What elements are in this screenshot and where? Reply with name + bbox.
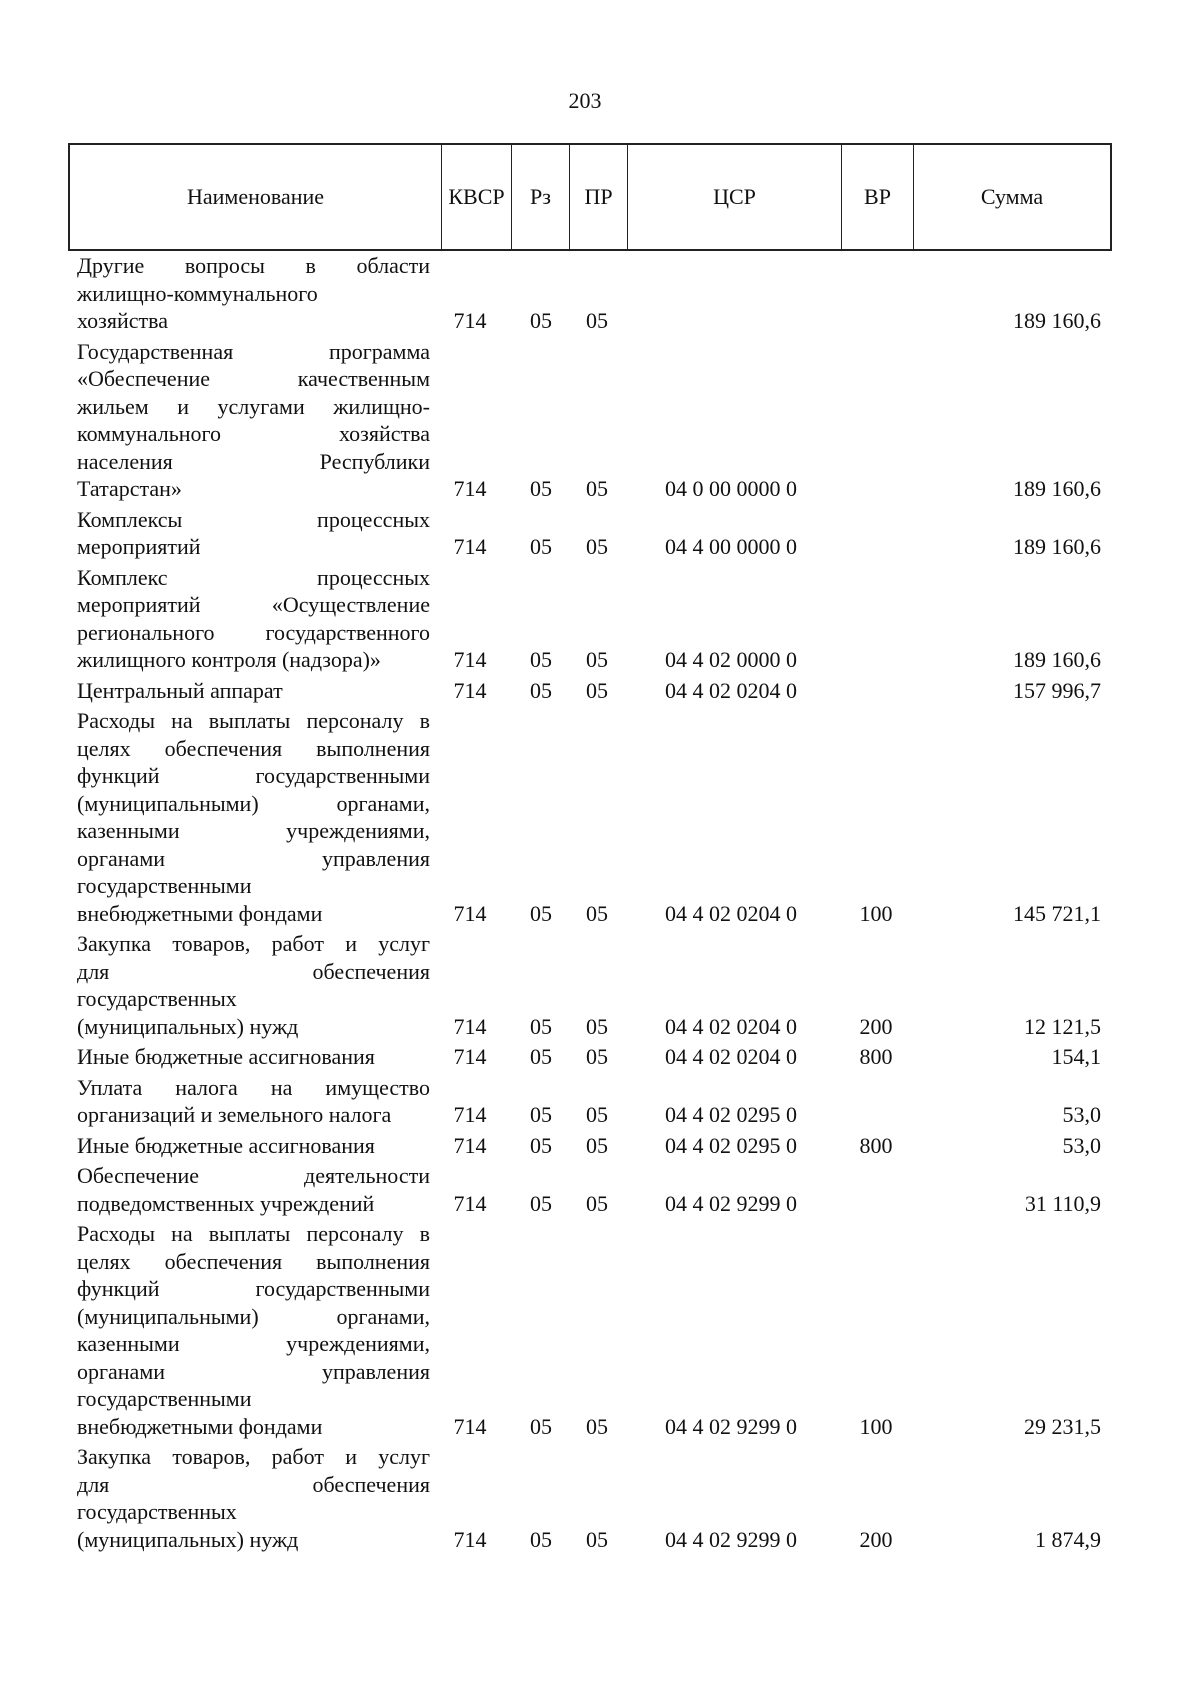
- row-name-line: Уплата налога на имущество: [77, 1074, 430, 1100]
- cell-vr: [842, 475, 910, 503]
- cell-rz: 05: [530, 308, 552, 333]
- cell-rz: 05: [530, 534, 552, 559]
- row-name: [77, 338, 430, 503]
- cell-vr: [842, 533, 910, 561]
- table-row: [0, 930, 1200, 1040]
- table-body: [0, 252, 1200, 1556]
- cell-vr: 100: [859, 900, 893, 926]
- cell-pr: 05: [586, 1132, 608, 1158]
- table-row: [0, 338, 1200, 503]
- cell-kvsr: 714: [453, 308, 487, 333]
- row-name-line: государственных: [77, 1499, 237, 1524]
- cell-kvsr: 714: [453, 1102, 487, 1127]
- row-name-line: жилищно-коммунального: [77, 280, 318, 306]
- row-name-line: (муниципальными) органами,: [77, 790, 430, 816]
- cell-kvsr: 714: [453, 476, 487, 501]
- row-name-line: Государственная программа: [77, 338, 430, 364]
- cell-kvsr: 714: [453, 1526, 487, 1552]
- row-name-line: Закупка товаров, работ и услуг: [77, 1444, 430, 1469]
- row-name-line: коммунального хозяйства: [77, 421, 430, 446]
- row-name: [77, 1220, 430, 1440]
- cell-vr: 100: [859, 1413, 893, 1439]
- table-header: [68, 143, 1112, 251]
- row-name-line: государственными: [77, 1386, 252, 1411]
- cell-sum: 12 121,5: [1024, 1013, 1101, 1039]
- row-name-line: населения Республики: [77, 448, 430, 474]
- cell-vr: [842, 1190, 910, 1218]
- table-row: [0, 707, 1200, 927]
- row-name: [77, 1043, 430, 1071]
- cell-sum: 145 721,1: [1013, 900, 1101, 926]
- row-name: [77, 1443, 430, 1553]
- cell-csr: 04 4 02 9299 0: [665, 1413, 797, 1439]
- row-name: [77, 1132, 430, 1160]
- cell-pr: 05: [586, 1044, 608, 1069]
- table-row: [0, 564, 1200, 674]
- cell-kvsr: 714: [453, 677, 487, 703]
- row-name-line: Закупка товаров, работ и услуг: [77, 931, 430, 956]
- cell-rz: 05: [530, 1190, 552, 1216]
- row-name: [77, 677, 430, 705]
- cell-rz: 05: [530, 1413, 552, 1439]
- row-name-line: казенными учреждениями,: [77, 818, 430, 843]
- row-name-line: Комплексы процессных: [77, 506, 430, 532]
- cell-vr: [842, 307, 910, 335]
- row-name: [77, 564, 430, 674]
- table-row: [0, 1074, 1200, 1129]
- cell-pr: 05: [586, 900, 608, 926]
- row-name-line: Центральный аппарат: [77, 677, 283, 703]
- cell-rz: 05: [530, 1013, 552, 1039]
- row-name-line: Другие вопросы в области: [77, 253, 430, 278]
- header-vr: ВР: [842, 145, 914, 249]
- cell-sum: 53,0: [1062, 1102, 1101, 1127]
- row-name-line: целях обеспечения выполнения: [77, 1248, 430, 1274]
- cell-rz: 05: [530, 1102, 552, 1127]
- row-name-line: организаций и земельного налога: [77, 1102, 392, 1127]
- cell-pr: 05: [586, 476, 608, 501]
- cell-csr: 04 4 02 0000 0: [665, 647, 797, 672]
- cell-rz: 05: [530, 647, 552, 672]
- cell-sum: 29 231,5: [1024, 1413, 1101, 1439]
- cell-csr: 04 4 02 0204 0: [665, 900, 797, 926]
- cell-vr: 200: [859, 1013, 893, 1039]
- row-name-line: для обеспечения: [77, 958, 430, 984]
- cell-pr: 05: [586, 1102, 608, 1127]
- cell-sum: 157 996,7: [1013, 677, 1101, 703]
- cell-pr: 05: [586, 1190, 608, 1216]
- header-rz: Рз: [512, 145, 570, 249]
- row-name-line: хозяйства: [77, 308, 168, 333]
- cell-pr: 05: [586, 647, 608, 672]
- row-name-line: функций государственными: [77, 763, 430, 788]
- row-name-line: органами управления: [77, 845, 430, 871]
- row-name-line: Иные бюджетные ассигнования: [77, 1132, 375, 1158]
- row-name-line: Татарстан»: [77, 476, 182, 501]
- row-name: [77, 1074, 430, 1129]
- cell-csr: 04 4 02 9299 0: [665, 1190, 797, 1216]
- table-row: [0, 1162, 1200, 1217]
- row-name-line: государственными: [77, 873, 252, 898]
- cell-vr: [842, 646, 910, 674]
- cell-vr: [842, 677, 910, 705]
- row-name-line: жилищного контроля (надзора)»: [77, 647, 381, 672]
- cell-kvsr: 714: [453, 1013, 487, 1039]
- row-name: [77, 506, 430, 561]
- header-name: Наименование: [70, 145, 442, 249]
- row-name-line: целях обеспечения выполнения: [77, 735, 430, 761]
- cell-sum: 53,0: [1062, 1132, 1101, 1158]
- row-name-line: внебюджетными фондами: [77, 900, 323, 926]
- cell-kvsr: 714: [453, 900, 487, 926]
- cell-kvsr: 714: [453, 1190, 487, 1216]
- header-csr: ЦСР: [628, 145, 842, 249]
- cell-csr: 04 4 02 9299 0: [665, 1526, 797, 1552]
- cell-csr: [626, 307, 836, 335]
- cell-rz: 05: [530, 476, 552, 501]
- cell-sum: 189 160,6: [1013, 647, 1101, 672]
- row-name-line: подведомственных учреждений: [77, 1190, 375, 1216]
- row-name: [77, 930, 430, 1040]
- cell-csr: 04 4 02 0204 0: [665, 1013, 797, 1039]
- cell-kvsr: 714: [453, 1413, 487, 1439]
- cell-vr: [842, 1101, 910, 1129]
- page-number: 203: [568, 88, 602, 113]
- cell-csr: 04 4 00 0000 0: [665, 534, 797, 559]
- table-row: [0, 252, 1200, 335]
- cell-kvsr: 714: [453, 1044, 487, 1069]
- row-name-line: органами управления: [77, 1358, 430, 1384]
- cell-csr: 04 4 02 0204 0: [665, 1044, 797, 1069]
- cell-kvsr: 714: [453, 534, 487, 559]
- cell-sum: 31 110,9: [1024, 1190, 1101, 1216]
- header-pr: ПР: [570, 145, 628, 249]
- table-row: [0, 1443, 1200, 1553]
- row-name-line: Обеспечение деятельности: [77, 1163, 430, 1188]
- cell-csr: 04 4 02 0295 0: [665, 1102, 797, 1127]
- cell-rz: 05: [530, 677, 552, 703]
- cell-pr: 05: [586, 1413, 608, 1439]
- table-row: [0, 1043, 1200, 1071]
- row-name: [77, 252, 430, 335]
- cell-rz: 05: [530, 1132, 552, 1158]
- row-name-line: (муниципальными) органами,: [77, 1303, 430, 1329]
- cell-pr: 05: [586, 308, 608, 333]
- row-name-line: внебюджетными фондами: [77, 1413, 323, 1439]
- table-row: [0, 677, 1200, 705]
- row-name-line: для обеспечения: [77, 1471, 430, 1497]
- cell-csr: 04 4 02 0295 0: [665, 1132, 797, 1158]
- row-name-line: функций государственными: [77, 1276, 430, 1301]
- cell-sum: 189 160,6: [1013, 534, 1101, 559]
- table-row: [0, 1132, 1200, 1160]
- header-kvsr: КВСР: [442, 145, 512, 249]
- cell-vr: 800: [859, 1044, 893, 1069]
- cell-pr: 05: [586, 1013, 608, 1039]
- cell-sum: 189 160,6: [1013, 308, 1101, 333]
- table-row: [0, 1220, 1200, 1440]
- row-name-line: государственных: [77, 986, 237, 1011]
- cell-pr: 05: [586, 534, 608, 559]
- cell-rz: 05: [530, 1044, 552, 1069]
- row-name: [77, 1162, 430, 1217]
- row-name-line: «Обеспечение качественным: [77, 366, 430, 391]
- row-name-line: мероприятий «Осуществление: [77, 592, 430, 617]
- cell-csr: 04 4 02 0204 0: [665, 677, 797, 703]
- cell-kvsr: 714: [453, 1132, 487, 1158]
- cell-sum: 189 160,6: [1013, 476, 1101, 501]
- cell-sum: 154,1: [1051, 1044, 1101, 1069]
- cell-pr: 05: [586, 677, 608, 703]
- row-name-line: Расходы на выплаты персоналу в: [77, 1221, 430, 1246]
- row-name: [77, 707, 430, 927]
- row-name-line: казенными учреждениями,: [77, 1331, 430, 1356]
- row-name-line: мероприятий: [77, 534, 201, 559]
- row-name-line: (муниципальных) нужд: [77, 1526, 299, 1552]
- cell-csr: 04 0 00 0000 0: [665, 476, 797, 501]
- table-row: [0, 506, 1200, 561]
- row-name-line: жильем и услугами жилищно-: [77, 393, 430, 419]
- cell-rz: 05: [530, 900, 552, 926]
- cell-vr: 200: [859, 1526, 893, 1552]
- cell-vr: 800: [859, 1132, 893, 1158]
- header-sum: Сумма: [980, 184, 1044, 209]
- cell-rz: 05: [530, 1526, 552, 1552]
- row-name-line: Расходы на выплаты персоналу в: [77, 708, 430, 733]
- cell-kvsr: 714: [453, 647, 487, 672]
- row-name-line: Комплекс процессных: [77, 564, 430, 590]
- row-name-line: Иные бюджетные ассигнования: [77, 1044, 375, 1069]
- cell-pr: 05: [586, 1526, 608, 1552]
- row-name-line: регионального государственного: [77, 619, 430, 645]
- row-name-line: (муниципальных) нужд: [77, 1013, 299, 1039]
- cell-sum: 1 874,9: [1035, 1526, 1101, 1552]
